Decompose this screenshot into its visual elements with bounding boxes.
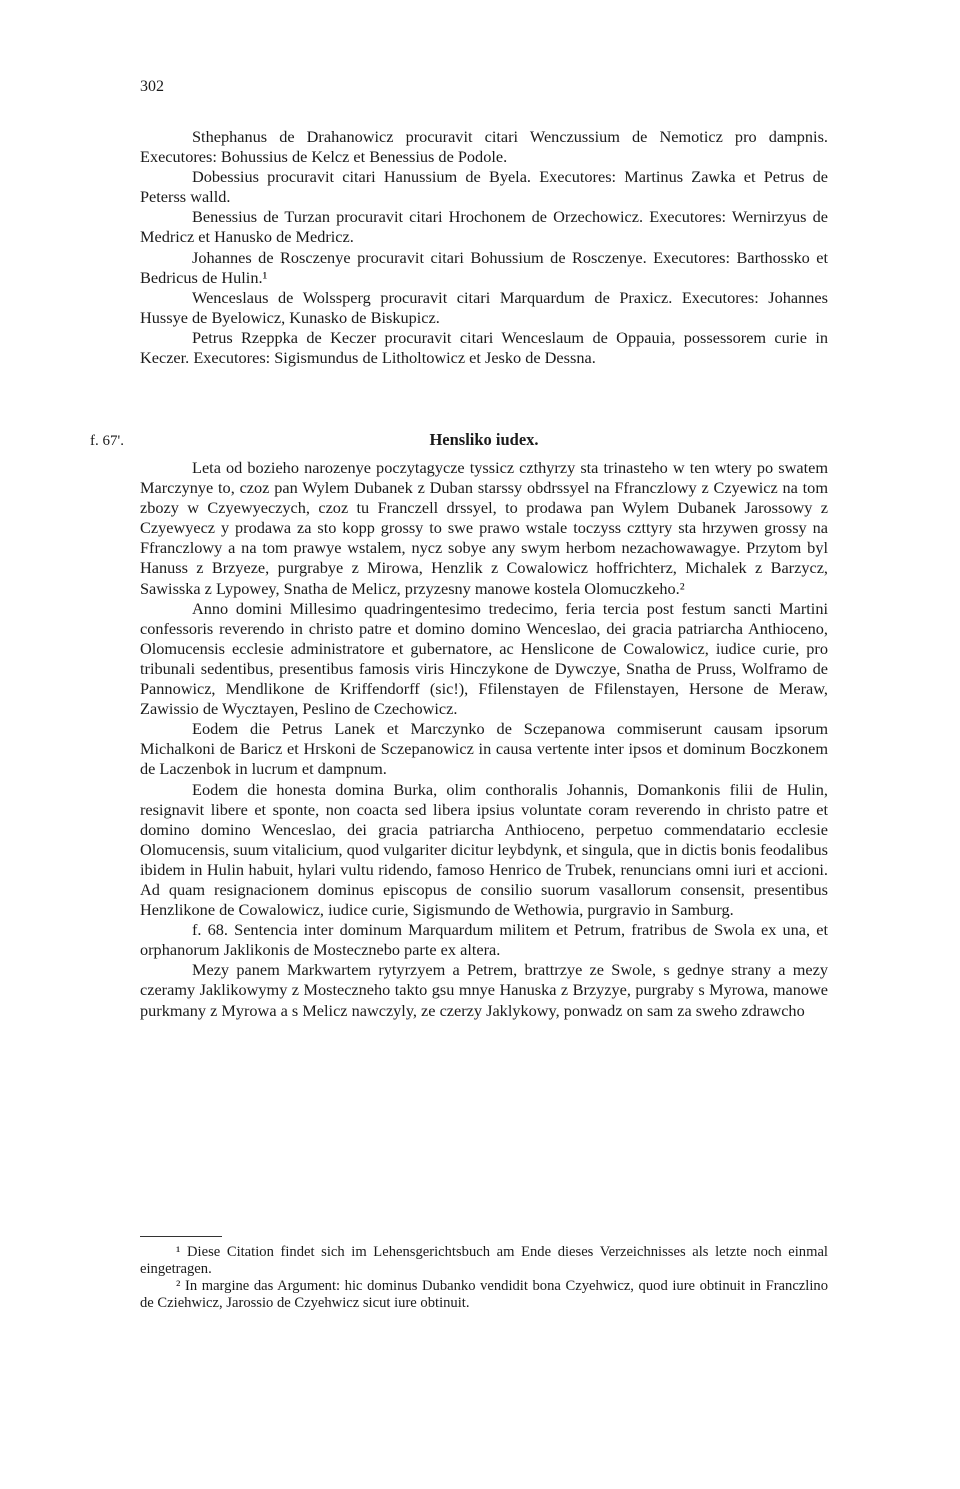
citation-list [140,127,828,368]
citation-paragraph: Benessius de Turzan procuravit citari Hrochonem de Orzechowicz. Executores: Wernirzyus de Medricz et Hanusko de Medricz. [140,207,828,247]
citation-paragraph: Dobessius procuravit citari Hanussium de Byela. Executores: Martinus Zawka et Petrus de Peterss walld. [140,167,828,207]
footnotes [140,1244,828,1312]
section-heading: Hensliko iudex. [429,430,539,449]
text-paragraph: Mezy panem Markwartem rytyrzyem a Petrem, brattrzye ze Swole, s gednye strany a mezy czeramy Jaklikowymy z Mosteczneho takto gsu mnye Hanuska z Brzyzye, purgraby s Myrowa, manowe purkmany z Myrowa a s Melicz nawczyly, ze czerzy Jaklykowy, ponwadz on sam za sweho zdrawcho [140,960,828,1020]
margin-folio-note: f. 67'. [90,433,124,449]
citation-paragraph: Petrus Rzeppka de Keczer procuravit citari Wenceslaum de Oppauia, possessorem curie in Keczer. Executores: Sigismundus de Litholtowicz et Jesko de Dessna. [140,327,828,368]
citation-paragraph: Sthephanus de Drahanowicz procuravit citari Wenczussium de Nemoticz pro dampnis. Executores: Bohussius de Kelcz et Benessius de Podole. [140,127,828,167]
citation-paragraph: Johannes de Rosczenye procuravit citari Bohussium de Rosczenye. Executores: Barthossko et Bedricus de Hulin.¹ [140,247,828,287]
text-paragraph: f. 68. Sentencia inter dominum Marquardum militem et Petrum, fratribus de Swola ex una, et orphanorum Jaklikonis de Mostecznebo parte ex altera. [140,920,828,960]
text-paragraph: Leta od bozieho narozenye poczytagycze tyssicz czthyrzy sta trinasteho w ten wtery po swatem Marczynye to, czoz pan Wylem Dubanek z Duban starssy obdrssyel na Ffranczlowy z Czyewicz na tom zbozy w Czyewyeczych, czoz tu Franczell drssyel, to prodawa pan Wylem Dubanek Jarossowy z Czyewyecz y prodawa za sto kopp grossy to swe prawo wstale toczyss czttyry sta hrzywen grossy na Ffranczlowy a na tom prawye wstalem, nycz sobye any swym herbom nezachowawagye. Przytom byl Hanuss z Brzyeze, purgrabye z Mirowa, Henzlik z Cowalowicz hoffrichterz, Michalek z Barzycz, Sawisska z Lypowey, Snatha de Melicz, przyzesny manowe kostela Olomuczkeho.² [140,458,828,598]
text-paragraph: Anno domini Millesimo quadringentesimo tredecimo, feria tercia post festum sancti Martini confessoris reverendo in christo patre et domino domino Wenceslao, dei gracia patriarcha Anthioceno, Olomucensis ecclesie administratore et gubernatore, ac Henslicone de Cowalowicz, iudice curie, pro tribunali sedentibus, presentibus famosis viris Hinczykone de Dywczye, Snatha de Pruss, Wolframo de Pannowicz, Mendlikone de Kriffendorff (sic!), Ffilenstayen de Ffilenstayen, Hersone de Meraw, Zawissio de Wycztayen, Peslino de Czechowicz. [140,598,828,719]
footnote-divider [140,1236,222,1237]
page-number: 302 [140,78,164,95]
main-text [140,458,828,1021]
footnote: ² In margine das Argument: hic dominus Dubanko vendidit bona Czyehwicz, quod iure obtinuit in Franczlino de Cziehwicz, Jarossio de Czyehwicz sicut iure obtinuit. [140,1278,828,1311]
text-paragraph: Eodem die honesta domina Burka, olim conthoralis Johannis, Domankonis filii de Hulin, resignavit libere et sponte, non coacta sed libera ipsius voluntate coram reverendo in christo patre et domino domino Wenceslao, dei gracia patriarcha Anthioceno, perpetuo commendatario ecclesie Olomucensis, suum vitalicium, quod vulgariter dicitur leybdynk, et singula, que in dictis bonis feodalibus ibidem in Hulin habuit, hylari vultu ridendo, famoso Henrico de Trubek, renuncians omni iuri et accioni. Ad quam resignacionem dominus episcopus de consilio suorum vasallorum consensit, presentibus Henzlikone de Cowalowicz, iudice curie, Sigismundo de Wethowia, purgravio in Samburg. [140,779,828,920]
footnote: ¹ Diese Citation findet sich im Lehensgerichtsbuch am Ende dieses Verzeichnisses als letzte noch einmal eingetragen. [140,1244,828,1277]
text-paragraph: Eodem die Petrus Lanek et Marczynko de Sczepanowa commiserunt causam ipsorum Michalkoni de Baricz et Hrskoni de Sczepanowicz in causa vertente inter ipsos et dominum Boczkonem de Laczenbok in lucrum et dampnum. [140,719,828,779]
citation-paragraph: Wenceslaus de Wolssperg procuravit citari Marquardum de Praxicz. Executores: Johannes Hussye de Byelowicz, Kunasko de Biskupicz. [140,287,828,327]
